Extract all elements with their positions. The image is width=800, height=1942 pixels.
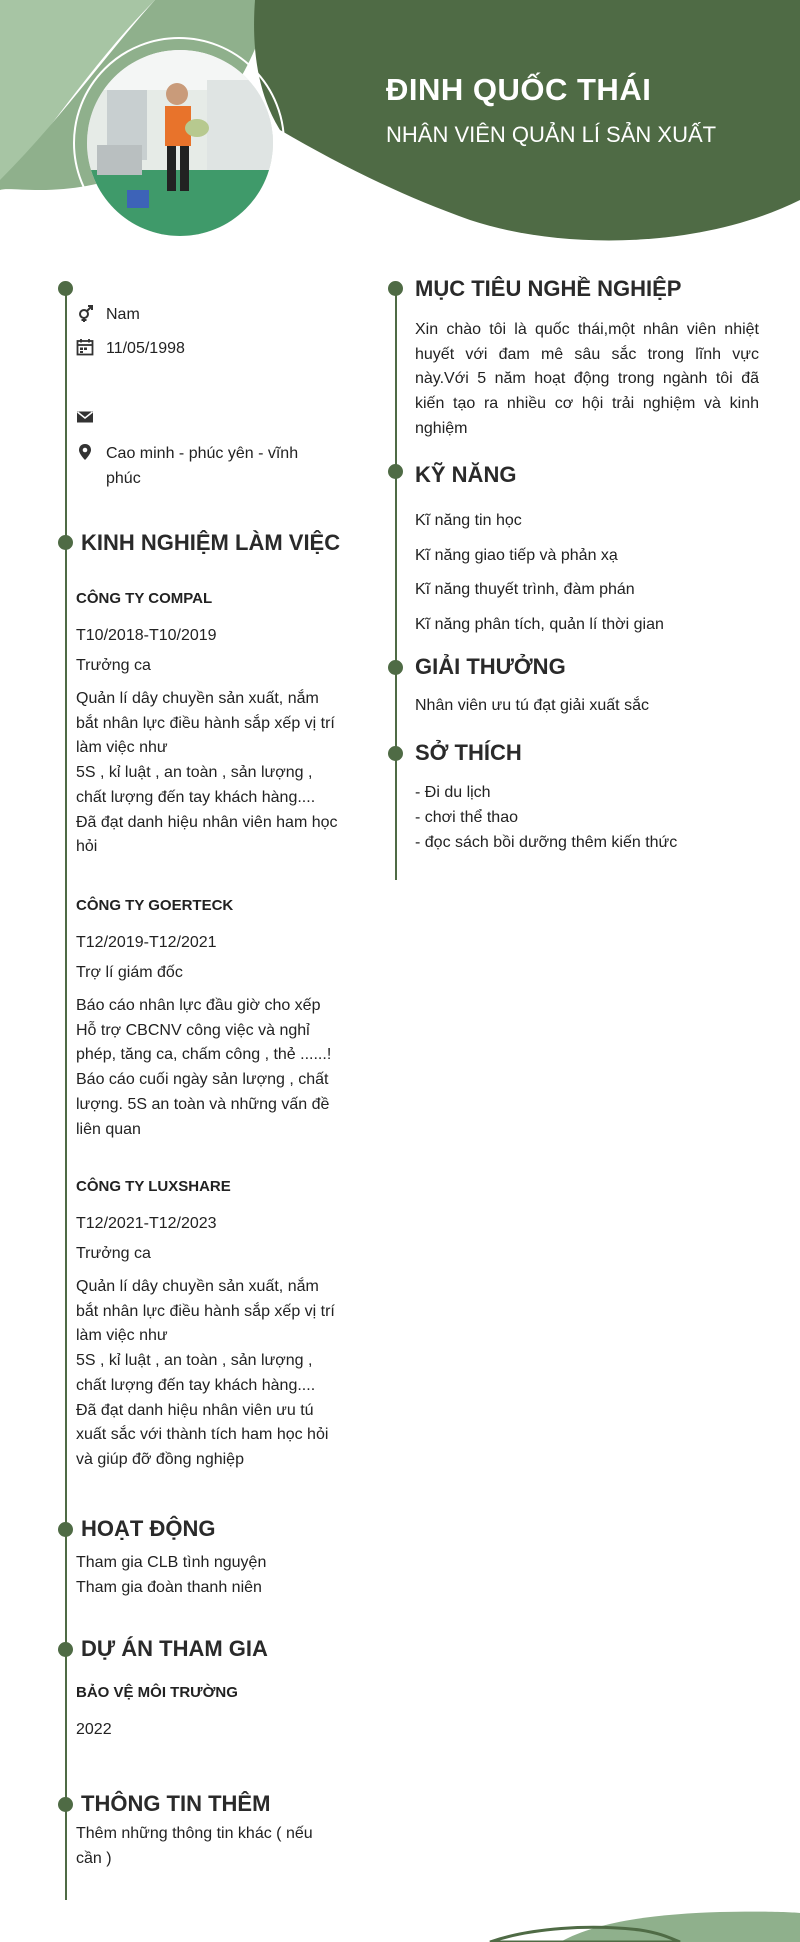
hobby-item: - chơi thể thao	[415, 809, 518, 826]
skill-item: Kĩ năng thuyết trình, đàm phán	[415, 581, 635, 598]
footer-decoration	[0, 1900, 800, 1942]
job-period: T12/2019-T12/2021	[76, 934, 217, 951]
job-entry	[76, 897, 344, 1142]
timeline-dot	[388, 746, 403, 761]
objective-text: Xin chào tôi là quốc thái,một nhân viên nhiệt huyết với đam mê sâu sắc trong lĩnh vực này.Với 5 năm hoạt động trong ngành tôi đã kiến tạo ra nhiều cơ hội trải nghiệm và kinh nghiệm	[415, 321, 759, 437]
job-description: Báo cáo nhân lực đầu giờ cho xếp Hỗ trợ CBCNV công việc và nghỉ phép, tăng ca, chấm công , thẻ ......! Báo cáo cuối ngày sản lượng , chất lượng. 5S an toàn và những vấn đề liên quan	[76, 997, 332, 1138]
skill-item: Kĩ năng giao tiếp và phản xạ	[415, 546, 618, 564]
job-entry	[76, 1178, 344, 1473]
job-role: Trưởng ca	[76, 1245, 151, 1262]
calendar-icon	[76, 338, 94, 356]
activity-item: Tham gia CLB tình nguyện	[76, 1554, 267, 1571]
hobby-item: - đọc sách bồi dưỡng thêm kiến thức	[415, 834, 678, 851]
job-role: Trợ lí giám đốc	[76, 964, 183, 981]
timeline-dot	[388, 281, 403, 296]
job-description: Quản lí dây chuyền sản xuất, nắm bắt nhân lực điều hành sắp xếp vị trí làm việc như 5S , kỉ luật , an toàn , sản lượng , chất lượng đến tay khách hàng.... Đã đạt danh hiệu nhân viên ưu tú xuất sắc với thành tích ham học hỏi và giúp đỡ đồng nghiệp	[76, 1278, 335, 1468]
timeline-dot	[58, 1642, 73, 1657]
address-row	[76, 441, 326, 491]
extra-info-heading: THÔNG TIN THÊM	[81, 1791, 271, 1816]
objective-heading: MỤC TIÊU NGHỀ NGHIỆP	[415, 276, 682, 301]
job-company: CÔNG TY GOERTECK	[76, 897, 234, 914]
job-period: T12/2021-T12/2023	[76, 1215, 217, 1232]
projects-heading: DỰ ÁN THAM GIA	[81, 1636, 268, 1661]
awards-heading: GIẢI THƯỞNG	[415, 654, 566, 679]
timeline-dot	[388, 660, 403, 675]
birthday-value: 11/05/1998	[106, 340, 185, 357]
gender-icon	[76, 304, 94, 322]
skills-heading: KỸ NĂNG	[415, 462, 517, 487]
job-company: CÔNG TY LUXSHARE	[76, 1178, 231, 1195]
job-role: Trưởng ca	[76, 657, 151, 674]
location-icon	[76, 443, 94, 461]
timeline-dot	[58, 1522, 73, 1537]
job-company: CÔNG TY COMPAL	[76, 590, 213, 607]
awards-text: Nhân viên ưu tú đạt giải xuất sắc	[415, 697, 649, 714]
job-period: T10/2018-T10/2019	[76, 627, 217, 644]
project-name: BẢO VỆ MÔI TRƯỜNG	[76, 1684, 238, 1701]
gender-value: Nam	[106, 306, 140, 323]
activities-heading: HOẠT ĐỘNG	[81, 1516, 216, 1541]
avatar-photo	[87, 50, 273, 236]
timeline-dot	[388, 464, 403, 479]
experience-heading: KINH NGHIỆM LÀM VIỆC	[81, 530, 341, 555]
skills-list	[415, 509, 759, 647]
candidate-title: NHÂN VIÊN QUẢN LÍ SẢN XUẤT	[386, 122, 717, 147]
skill-item: Kĩ năng tin học	[415, 512, 522, 529]
gender-row	[76, 302, 140, 327]
skill-item: Kĩ năng phân tích, quản lí thời gian	[415, 615, 664, 633]
avatar	[87, 50, 273, 236]
candidate-name: ĐINH QUỐC THÁI	[386, 72, 652, 107]
extra-info-text: Thêm những thông tin khác ( nếu cần )	[76, 1825, 313, 1867]
email-row	[76, 406, 106, 426]
hobby-item: - Đi du lịch	[415, 784, 491, 801]
job-description: Quản lí dây chuyền sản xuất, nắm bắt nhân lực điều hành sắp xếp vị trí làm việc như 5S , kỉ luật , an toàn , sản lượng , chất lượng đến tay khách hàng.... Đã đạt danh hiệu nhân viên ham học hỏi	[76, 690, 338, 856]
project-entry	[76, 1684, 344, 1739]
email-icon	[76, 408, 94, 426]
hobbies-list	[415, 780, 759, 855]
timeline-dot	[58, 281, 73, 296]
birthday-row	[76, 336, 185, 361]
right-timeline	[395, 290, 397, 880]
hobbies-heading: SỞ THÍCH	[415, 740, 522, 765]
timeline-dot	[58, 535, 73, 550]
timeline-dot	[58, 1797, 73, 1812]
left-timeline	[65, 290, 67, 1900]
activity-item: Tham gia đoàn thanh niên	[76, 1579, 262, 1596]
activities-list	[76, 1550, 344, 1600]
project-year: 2022	[76, 1721, 112, 1738]
job-entry	[76, 590, 344, 860]
address-value: Cao minh - phúc yên - vĩnh phúc	[106, 445, 299, 487]
